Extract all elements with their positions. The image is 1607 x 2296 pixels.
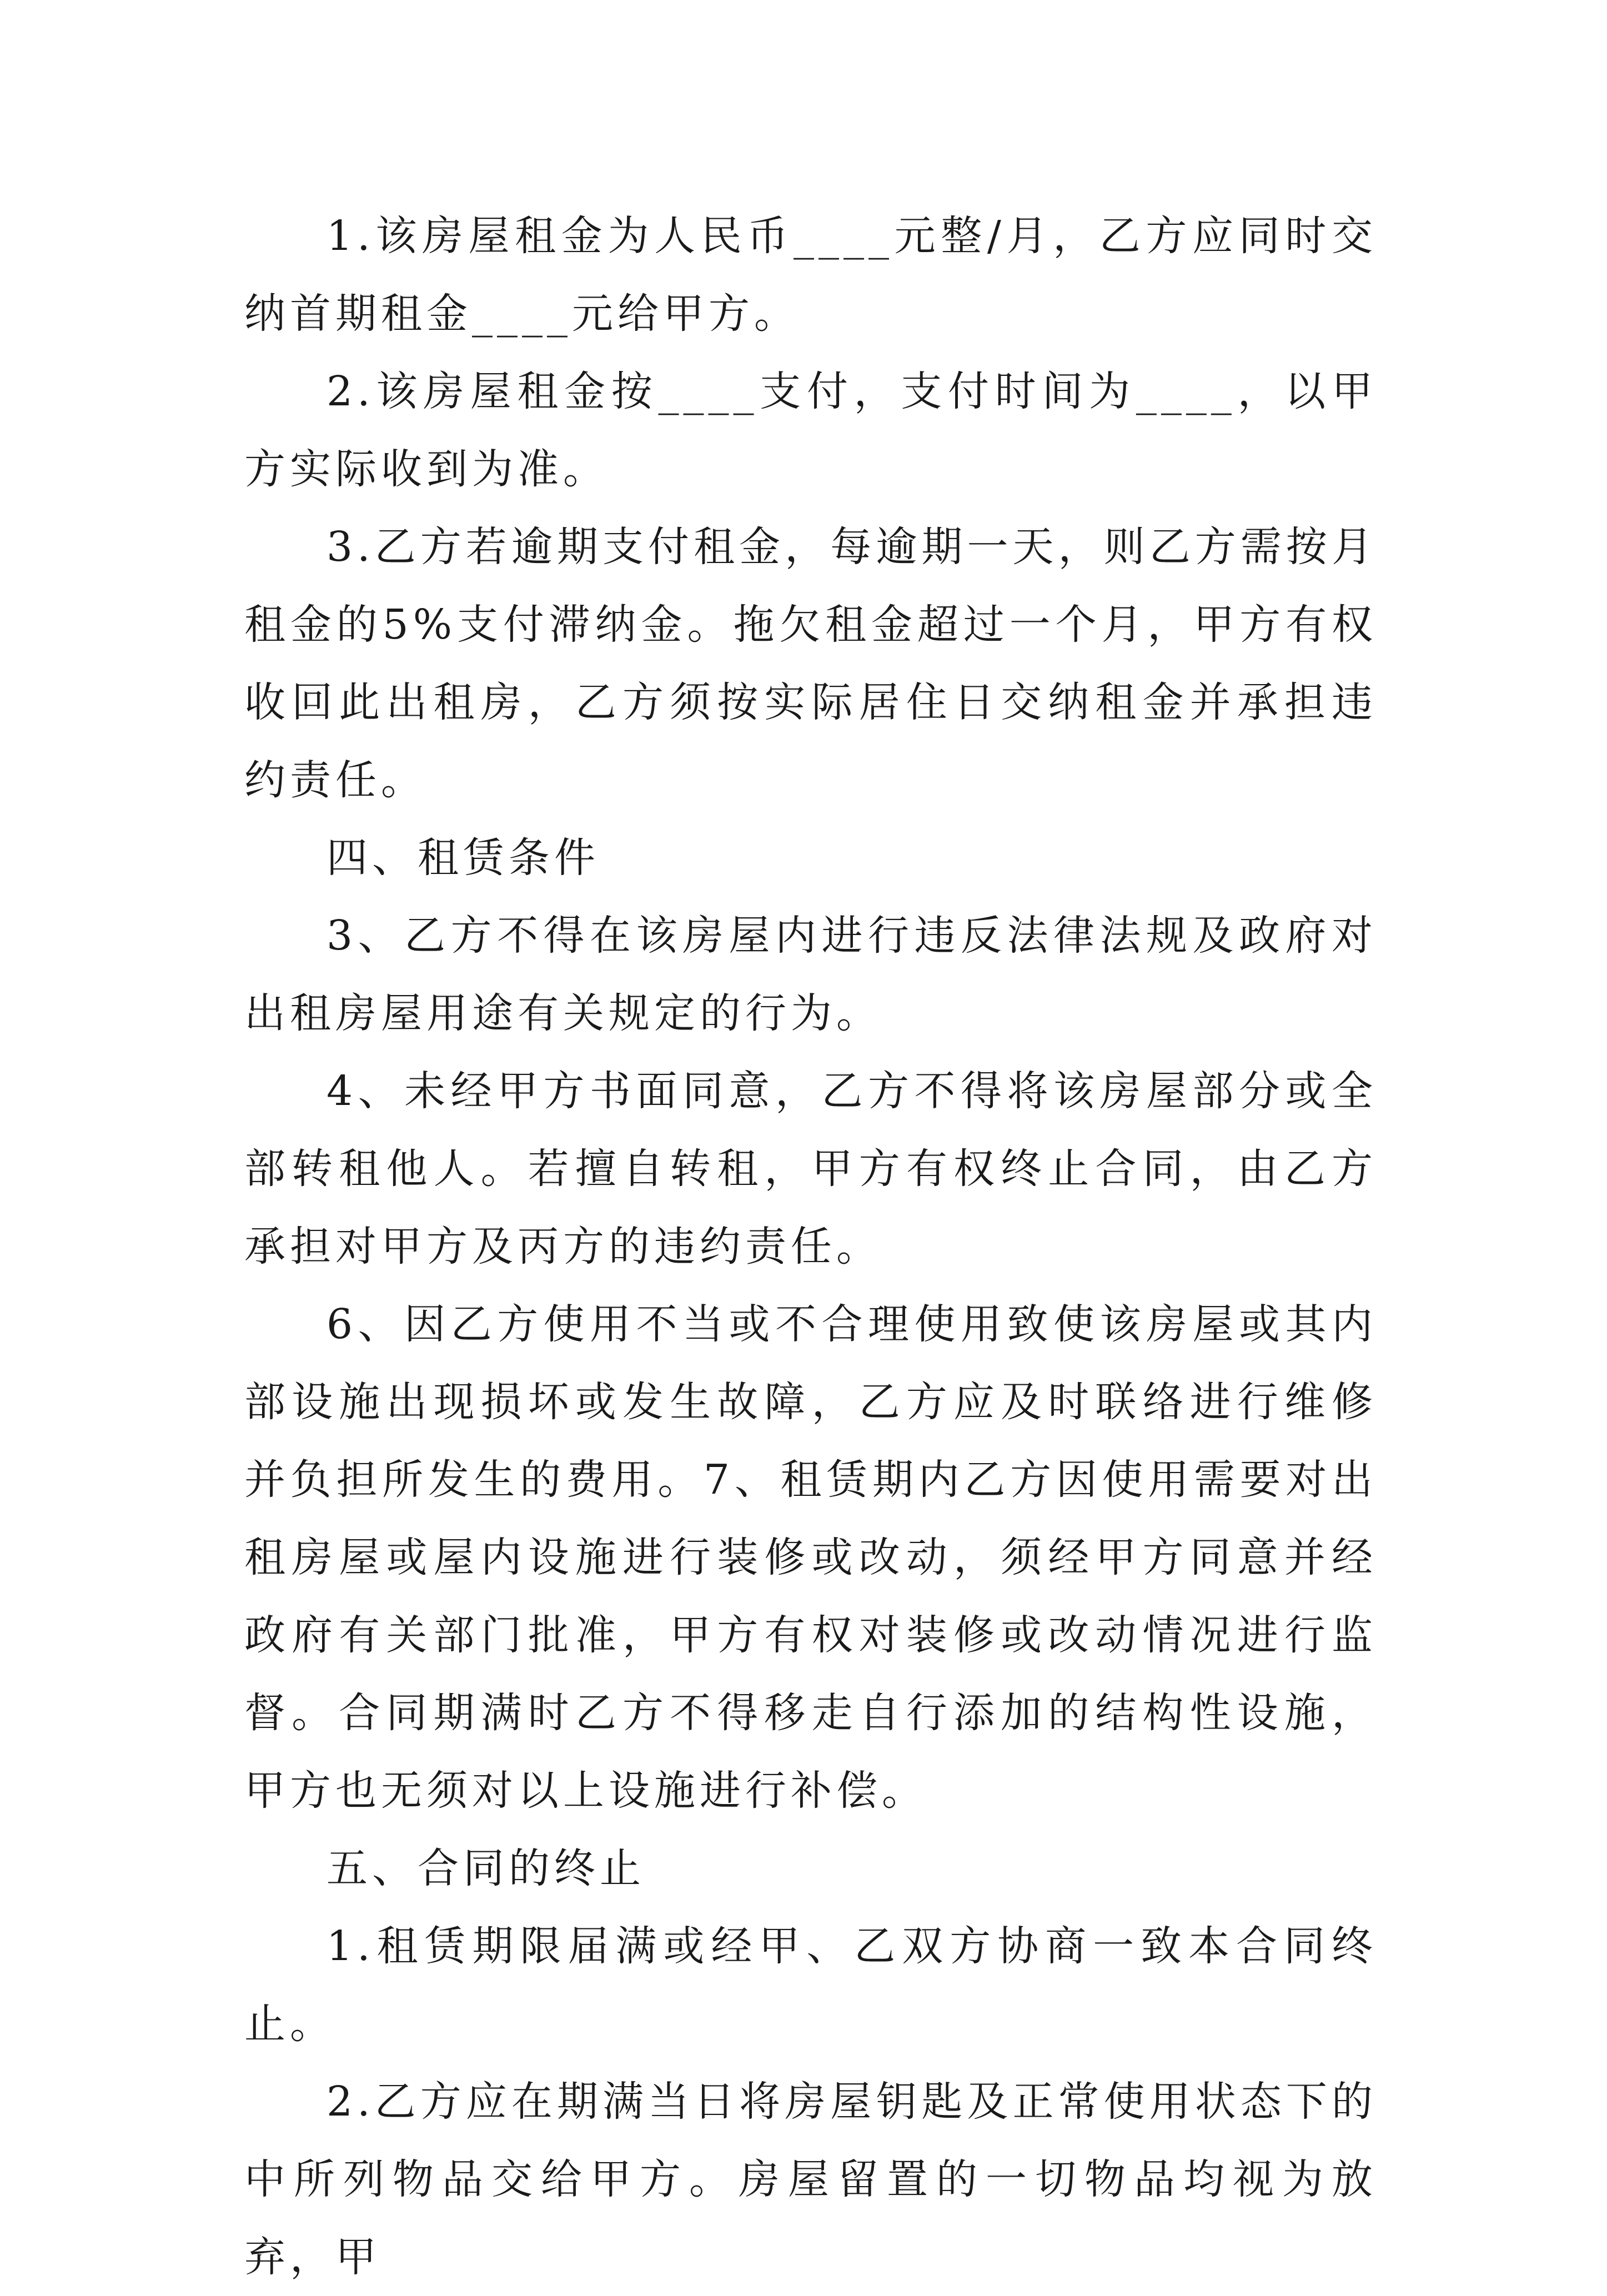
section-heading-lease-conditions: 四、租赁条件: [327, 834, 600, 882]
clause-term-end: 1.租赁期限届满或经甲、乙双方协商一致本合同终止。: [244, 1922, 1377, 2048]
clause-repairs-renovation: 6、因乙方使用不当或不合理使用致使该房屋或其内部设施出现损坏或发生故障，乙方应及时联络进行维修并负担所发生的费用。7、租赁期内乙方因使用需要对出租房屋或屋内设施进行装修或改动，须经甲方同意并经政府有关部门批准，甲方有权对装修或改动情况进行监督。合同期满时乙方不得移走自行添加的结构性设施，甲方也无须对以上设施进行补偿。: [244, 1300, 1377, 1815]
clause-return-keys: 2.乙方应在期满当日将房屋钥匙及正常使用状态下的中所列物品交给甲方。房屋留置的一切物品均视为放弃，甲: [244, 2078, 1377, 2281]
clause-late-fee: 3.乙方若逾期支付租金，每逾期一天，则乙方需按月租金的5%支付滞纳金。拖欠租金超过一个月，甲方有权收回此出租房，乙方须按实际居住日交纳租金并承担违约责任。: [244, 523, 1377, 804]
section-heading-termination: 五、合同的终止: [327, 1845, 645, 1892]
clause-rent-payment: 2.该房屋租金按____支付，支付时间为____，以甲方实际收到为准。: [244, 368, 1377, 493]
clause-rent-amount: 1.该房屋租金为人民币____元整/月，乙方应同时交纳首期租金____元给甲方。: [244, 212, 1377, 338]
clause-lawful-use: 3、乙方不得在该房屋内进行违反法律法规及政府对出租房屋用途有关规定的行为。: [244, 912, 1377, 1037]
clause-no-sublet: 4、未经甲方书面同意，乙方不得将该房屋部分或全部转租他人。若擅自转租，甲方有权终止合同，由乙方承担对甲方及丙方的违约责任。: [244, 1067, 1377, 1270]
document-body: [244, 197, 1377, 2296]
